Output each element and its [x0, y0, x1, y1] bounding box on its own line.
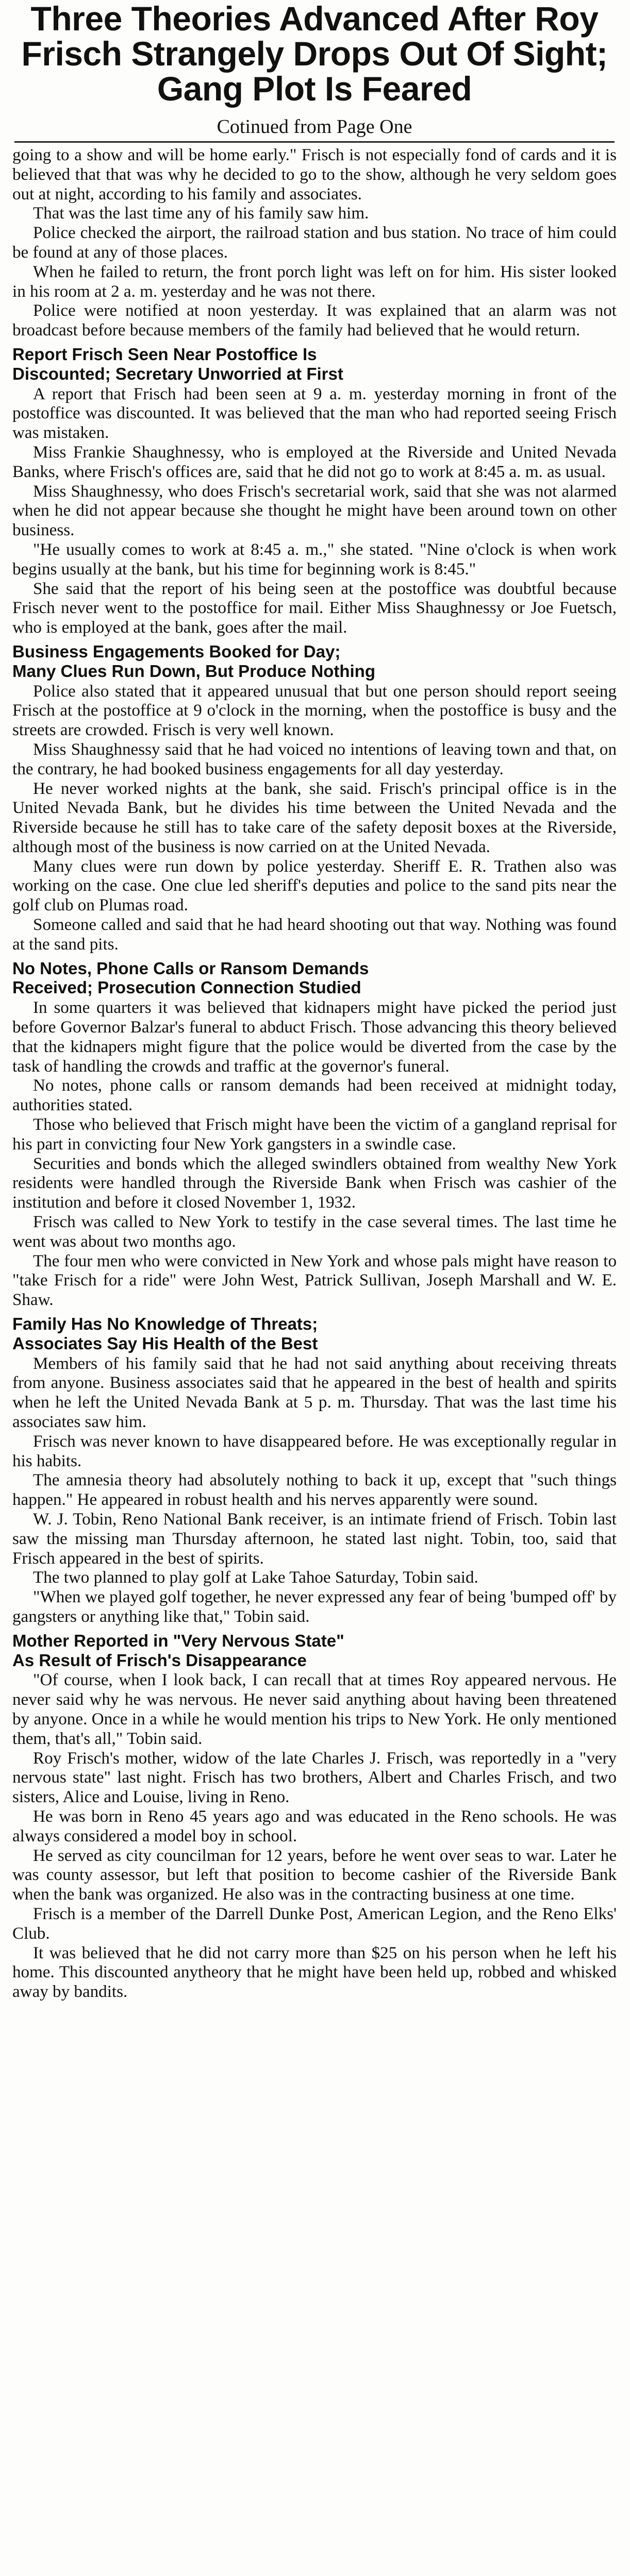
headline: Three Theories Advanced After Roy Frisch Strangely Drops Out Of Sight; Gang Plot Is Feared: [21, 0, 608, 108]
subheading-line: Discounted; Secretary Unworried at First: [12, 364, 343, 383]
subheading-line: Received; Prosecution Connection Studied: [12, 978, 361, 997]
body-paragraph: Police checked the airport, the railroad station and bus station. No trace of him could be found at any of those places.: [12, 224, 617, 262]
body-paragraph: "Of course, when I look back, I can recall that at times Roy appeared nervous. He never said why he was nervous. He never said anything about having been threatened by anyone. Once in a while he would mention his trips to New York. He only mentioned them, that's all," Tobin said.: [12, 1671, 617, 1748]
body-paragraph: The amnesia theory had absolutely nothing to back it up, except that "such things happen." He appeared in robust health and his nerves apparently were sound.: [12, 1471, 617, 1510]
body-paragraph: He was born in Reno 45 years ago and was educated in the Reno schools. He was always considered a model boy in school.: [12, 1807, 617, 1845]
continued-from-line: Cotinued from Page One: [217, 116, 412, 138]
subheading: [12, 1631, 617, 1670]
body-paragraph: Someone called and said that he had heard shooting out that way. Nothing was found at the sand pits.: [12, 916, 617, 954]
body-paragraph: It was believed that he did not carry more than $25 on his person when he left his home. This discounted anytheory that he might have been held up, robbed and whisked away by bandits.: [12, 1943, 617, 2002]
article-body: [12, 146, 617, 2002]
body-paragraph: In some quarters it was believed that kidnapers might have picked the period just before Governor Balzar's funeral to abduct Frisch. Those advancing this theory believed that the kidnapers might figure that the police would be diverted from the case by the task of handling the crowds and traffic at the governor's funeral.: [12, 998, 617, 1076]
body-paragraph: No notes, phone calls or ransom demands had been received at midnight today, authorities stated.: [12, 1076, 617, 1115]
body-paragraph: Frisch was called to New York to testify in the case several times. The last time he went was about two months ago.: [12, 1213, 617, 1251]
divider-rule: [14, 141, 615, 143]
body-paragraph: The two planned to play golf at Lake Tahoe Saturday, Tobin said.: [33, 1568, 478, 1587]
body-paragraph: Police were notified at noon yesterday. It was explained that an alarm was not broadcast before because members of the family had believed that he would return.: [12, 301, 617, 340]
body-paragraph: Miss Frankie Shaughnessy, who is employed at the Riverside and United Nevada Banks, where Frisch's offices are, said that he did not go to work at 8:45 a. m. as usual.: [12, 443, 617, 481]
body-paragraph: When he failed to return, the front porch light was left on for him. His sister looked in his room at 2 a. m. yesterday and he was not there.: [12, 262, 617, 301]
subheading-line: Associates Say His Health of the Best: [12, 1333, 318, 1353]
subheading: [12, 959, 617, 998]
body-paragraph: Police also stated that it appeared unusual that but one person should report seeing Frisch at the postoffice at 9 o'clock in the morning, when the postoffice is busy and the streets are crowded. Frisch is very well known.: [12, 682, 617, 740]
body-paragraph: Miss Shaughnessy, who does Frisch's secretarial work, said that she was not alarmed when he did not appear because she thought he might have been around town on other business.: [12, 482, 617, 540]
body-paragraph: That was the last time any of his family saw him.: [33, 204, 369, 223]
body-paragraph: She said that the report of his being seen at the postoffice was doubtful because Frisch never went to the postoffice for mail. Either Miss Shaughnessy or Joe Fuetsch, who is employed at the bank, goes after the mail.: [12, 579, 617, 637]
body-paragraph: Securities and bonds which the alleged swindlers obtained from wealthy New York residents were handled through the Riverside Bank when Frisch was cashier of the institution and before it closed November 1, 1932.: [12, 1154, 617, 1212]
body-paragraph: He served as city councilman for 12 years, before he went over seas to war. Later he was county assessor, but left that position to become cashier of the Riverside Bank when the bank was organized. He also was in the contracting business at one time.: [12, 1846, 617, 1904]
subheading: [12, 1314, 617, 1353]
subheading-line: No Notes, Phone Calls or Ransom Demands: [12, 958, 369, 978]
body-paragraph: He never worked nights at the bank, she said. Frisch's principal office is in the United Nevada Bank, but he divides his time between the United Nevada and the Riverside because he still has to take care of the safety deposit boxes at the Riverside, although most of the business is now carried on at the United Nevada.: [12, 779, 617, 856]
subheading: [12, 345, 617, 384]
body-paragraph: "He usually comes to work at 8:45 a. m.," she stated. "Nine o'clock is when work begins usually at the bank, but his time for beginning work is 8:45.": [12, 540, 617, 579]
body-paragraph: Frisch is a member of the Darrell Dunke Post, American Legion, and the Reno Elks' Club.: [12, 1904, 617, 1943]
newspaper-clipping: [0, 1, 630, 2576]
body-paragraph: Frisch was never known to have disappeared before. He was exceptionally regular in his habits.: [12, 1432, 617, 1470]
body-paragraph: Miss Shaughnessy said that he had voiced no intentions of leaving town and that, on the contrary, he had booked business engagements for all day yesterday.: [12, 740, 617, 778]
body-paragraph: The four men who were convicted in New York and whose pals might have reason to "take Frisch for a ride" were John West, Patrick Sullivan, Joseph Marshall and W. E. Shaw.: [12, 1251, 617, 1310]
body-paragraph: going to a show and will be home early." Frisch is not especially fond of cards and it is believed that that was why he decided to go to the show, although he very seldom goes out at night, according to his family and associates.: [12, 146, 617, 204]
subheading-line: As Result of Frisch's Disappearance: [12, 1650, 307, 1670]
body-paragraph: "When we played golf together, he never expressed any fear of being 'bumped off' by gangsters or anything like that," Tobin said.: [12, 1588, 617, 1626]
subheading-line: Report Frisch Seen Near Postoffice Is: [12, 344, 317, 364]
body-paragraph: Many clues were run down by police yesterday. Sheriff E. R. Trathen also was working on the case. One clue led sheriff's deputies and police to the sand pits near the golf club on Plumas road.: [12, 857, 617, 915]
body-paragraph: Members of his family said that he had not said anything about receiving threats from anyone. Business associates said that he appeared in the best of health and spirits when he left the United Nevada Bank at 5 p. m. Thursday. That was the last time his associates saw him.: [12, 1354, 617, 1431]
subheading-line: Family Has No Knowledge of Threats;: [12, 1314, 318, 1334]
subheading-line: Many Clues Run Down, But Produce Nothing: [12, 661, 375, 681]
body-paragraph: Roy Frisch's mother, widow of the late Charles J. Frisch, was reportedly in a "very nervous state" last night. Frisch has two brothers, Albert and Charles Frisch, and two sisters, Alice and Louise, living in Reno.: [12, 1749, 617, 1807]
subheading-line: Mother Reported in "Very Nervous State": [12, 1631, 344, 1650]
subheading: [12, 642, 617, 681]
body-paragraph: A report that Frisch had been seen at 9 a. m. yesterday morning in front of the postoffice was discounted. It was believed that the man who had reported seeing Frisch was mistaken.: [12, 384, 617, 443]
body-paragraph: Those who believed that Frisch might have been the victim of a gangland reprisal for his part in convicting four New York gangsters in a swindle case.: [12, 1115, 617, 1154]
body-paragraph: W. J. Tobin, Reno National Bank receiver, is an intimate friend of Frisch. Tobin last saw the missing man Thursday afternoon, he stated last night. Tobin, too, said that Frisch appeared in the best of spirits.: [12, 1510, 617, 1568]
subheading-line: Business Engagements Booked for Day;: [12, 641, 341, 661]
